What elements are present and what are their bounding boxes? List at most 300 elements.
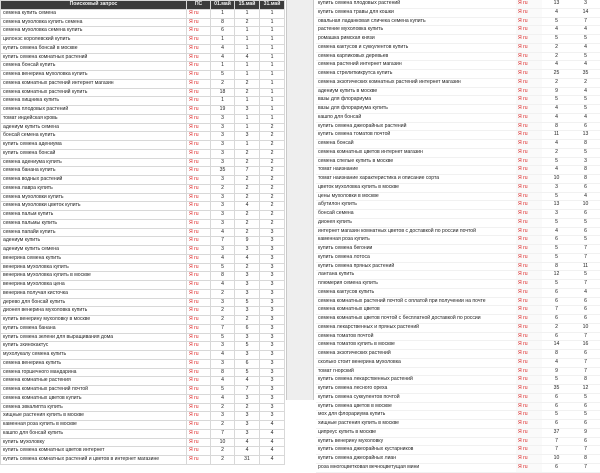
- position-cell[interactable]: 25: [542, 70, 571, 79]
- table-row[interactable]: [1, 386, 285, 395]
- position-cell[interactable]: 8: [211, 368, 235, 377]
- position-cell[interactable]: 31: [235, 456, 260, 465]
- position-cell[interactable]: 7: [211, 237, 235, 246]
- table-row[interactable]: [316, 455, 600, 464]
- position-cell[interactable]: 2: [211, 289, 235, 298]
- table-row[interactable]: [316, 420, 600, 429]
- position-cell[interactable]: 2: [235, 18, 260, 27]
- table-row[interactable]: [316, 437, 600, 446]
- query-cell[interactable]: адениум купить семена: [1, 123, 187, 132]
- position-cell[interactable]: 3: [260, 272, 285, 281]
- position-cell[interactable]: 5: [571, 218, 600, 227]
- position-cell[interactable]: 1: [211, 62, 235, 71]
- position-cell[interactable]: 8: [571, 455, 600, 464]
- engine-cell[interactable]: Я ru: [516, 210, 542, 219]
- table-row[interactable]: [1, 316, 285, 325]
- engine-cell[interactable]: Я ru: [187, 79, 211, 88]
- position-cell[interactable]: 5: [542, 96, 571, 105]
- query-cell[interactable]: вазы для флорариума купить: [316, 105, 516, 114]
- query-cell[interactable]: купить семена лесного ореха: [316, 385, 516, 394]
- position-cell[interactable]: 5: [235, 368, 260, 377]
- position-cell[interactable]: 2: [235, 403, 260, 412]
- position-cell[interactable]: 5: [542, 35, 571, 44]
- table-row[interactable]: [1, 342, 285, 351]
- query-cell[interactable]: абутилон купить: [316, 201, 516, 210]
- position-cell[interactable]: 5: [542, 192, 571, 201]
- position-cell[interactable]: 3: [211, 132, 235, 141]
- position-cell[interactable]: 2: [235, 211, 260, 220]
- engine-cell[interactable]: Я ru: [516, 446, 542, 455]
- table-row[interactable]: [1, 447, 285, 456]
- position-cell[interactable]: 2: [542, 52, 571, 61]
- table-row[interactable]: [1, 62, 285, 71]
- position-cell[interactable]: 4: [571, 192, 600, 201]
- position-cell[interactable]: 2: [211, 316, 235, 325]
- query-cell[interactable]: овальная ладанковая сличека семена купить: [316, 17, 516, 26]
- query-cell[interactable]: купить семена лотоса: [316, 253, 516, 262]
- query-cell[interactable]: семена комнатных цветов интернет магазин: [316, 148, 516, 157]
- engine-cell[interactable]: Я ru: [516, 385, 542, 394]
- query-cell[interactable]: купить семена лекарственных растений: [316, 376, 516, 385]
- engine-cell[interactable]: Я ru: [516, 350, 542, 359]
- position-cell[interactable]: 3: [211, 141, 235, 150]
- position-cell[interactable]: 10: [211, 438, 235, 447]
- position-cell[interactable]: 3: [211, 193, 235, 202]
- position-cell[interactable]: 6: [542, 463, 571, 472]
- query-cell[interactable]: семена экзотических комнатных растений интернет магазин: [316, 78, 516, 87]
- table-row[interactable]: [1, 368, 285, 377]
- table-row[interactable]: [316, 236, 600, 245]
- query-cell[interactable]: купить семена банана: [1, 324, 187, 333]
- position-cell[interactable]: 7: [542, 437, 571, 446]
- engine-cell[interactable]: Я ru: [516, 437, 542, 446]
- query-cell[interactable]: семена мухоловки купить: [1, 193, 187, 202]
- position-cell[interactable]: 2: [260, 202, 285, 211]
- position-cell[interactable]: 1: [235, 62, 260, 71]
- table-row[interactable]: [316, 131, 600, 140]
- position-cell[interactable]: 5: [211, 333, 235, 342]
- position-cell[interactable]: 3: [542, 183, 571, 192]
- table-row[interactable]: [316, 411, 600, 420]
- engine-cell[interactable]: Я ru: [187, 281, 211, 290]
- query-cell[interactable]: семена плодовых растений: [1, 106, 187, 115]
- table-row[interactable]: [1, 281, 285, 290]
- query-cell[interactable]: семена мухоловка купить семена: [1, 18, 187, 27]
- position-cell[interactable]: 4: [211, 254, 235, 263]
- table-row[interactable]: [316, 157, 600, 166]
- table-row[interactable]: [1, 184, 285, 193]
- position-cell[interactable]: 2: [260, 176, 285, 185]
- engine-cell[interactable]: Я ru: [516, 70, 542, 79]
- position-cell[interactable]: 3: [235, 307, 260, 316]
- table-row[interactable]: [1, 254, 285, 263]
- position-cell[interactable]: 3: [260, 342, 285, 351]
- table-row[interactable]: [316, 210, 600, 219]
- position-cell[interactable]: 1: [260, 114, 285, 123]
- position-cell[interactable]: 4: [211, 281, 235, 290]
- engine-cell[interactable]: Я ru: [516, 105, 542, 114]
- position-cell[interactable]: 9: [235, 237, 260, 246]
- query-cell[interactable]: ромашка римская князи: [316, 35, 516, 44]
- position-cell[interactable]: 3: [260, 403, 285, 412]
- engine-cell[interactable]: Я ru: [516, 78, 542, 87]
- engine-cell[interactable]: Я ru: [187, 307, 211, 316]
- query-cell[interactable]: цилонэс королевский купить: [1, 36, 187, 45]
- position-cell[interactable]: 4: [235, 202, 260, 211]
- position-cell[interactable]: 7: [211, 324, 235, 333]
- position-cell[interactable]: 2: [235, 176, 260, 185]
- query-cell[interactable]: семена стрелиткикрутса купить: [316, 70, 516, 79]
- position-cell[interactable]: 5: [571, 52, 600, 61]
- engine-cell[interactable]: Я ru: [516, 61, 542, 70]
- engine-cell[interactable]: Я ru: [187, 62, 211, 71]
- position-cell[interactable]: 9: [571, 428, 600, 437]
- position-cell[interactable]: 3: [260, 307, 285, 316]
- engine-cell[interactable]: Я ru: [516, 358, 542, 367]
- table-row[interactable]: [1, 219, 285, 228]
- position-cell[interactable]: 3: [260, 412, 285, 421]
- position-cell[interactable]: 5: [571, 96, 600, 105]
- table-row[interactable]: [1, 272, 285, 281]
- position-cell[interactable]: 3: [260, 246, 285, 255]
- table-row[interactable]: [1, 351, 285, 360]
- position-cell[interactable]: 4: [260, 421, 285, 430]
- query-cell[interactable]: вазы для флорариума: [316, 96, 516, 105]
- engine-cell[interactable]: Я ru: [516, 131, 542, 140]
- position-cell[interactable]: 4: [260, 438, 285, 447]
- position-cell[interactable]: 4: [542, 113, 571, 122]
- table-row[interactable]: [1, 456, 285, 465]
- position-cell[interactable]: 6: [542, 236, 571, 245]
- position-cell[interactable]: 16: [571, 341, 600, 350]
- engine-cell[interactable]: Я ru: [187, 324, 211, 333]
- table-row[interactable]: [1, 114, 285, 123]
- table-row[interactable]: [316, 332, 600, 341]
- query-cell[interactable]: семена венерина мухоловка купить: [1, 71, 187, 80]
- engine-cell[interactable]: Я ru: [516, 43, 542, 52]
- query-cell[interactable]: дерево для бонсай купить: [1, 298, 187, 307]
- query-cell[interactable]: купить семена цветов в москве: [316, 402, 516, 411]
- engine-cell[interactable]: Я ru: [187, 9, 211, 18]
- position-cell[interactable]: 3: [211, 123, 235, 132]
- engine-cell[interactable]: Я ru: [187, 456, 211, 465]
- query-cell[interactable]: купить семена плодовых растений: [316, 0, 516, 8]
- position-cell[interactable]: 10: [542, 175, 571, 184]
- query-cell[interactable]: томат наизнание: [316, 166, 516, 175]
- table-row[interactable]: [316, 70, 600, 79]
- position-cell[interactable]: 2: [211, 79, 235, 88]
- engine-cell[interactable]: Я ru: [187, 132, 211, 141]
- position-cell[interactable]: 2: [235, 88, 260, 97]
- query-cell[interactable]: семена папайи купить: [1, 228, 187, 237]
- table-row[interactable]: [316, 463, 600, 472]
- engine-cell[interactable]: Я ru: [187, 333, 211, 342]
- position-cell[interactable]: 3: [260, 386, 285, 395]
- position-cell[interactable]: 7: [211, 429, 235, 438]
- query-cell[interactable]: адениум купить: [1, 237, 187, 246]
- engine-cell[interactable]: Я ru: [187, 342, 211, 351]
- table-row[interactable]: [1, 228, 285, 237]
- engine-cell[interactable]: Я ru: [187, 158, 211, 167]
- position-cell[interactable]: 4: [571, 87, 600, 96]
- table-row[interactable]: [1, 44, 285, 53]
- table-row[interactable]: [316, 280, 600, 289]
- engine-cell[interactable]: Я ru: [516, 411, 542, 420]
- engine-cell[interactable]: Я ru: [187, 386, 211, 395]
- position-cell[interactable]: 2: [260, 141, 285, 150]
- position-cell[interactable]: 3: [211, 149, 235, 158]
- query-cell[interactable]: купить семена зелени для выращивания дома: [1, 333, 187, 342]
- position-cell[interactable]: 10: [542, 455, 571, 464]
- position-cell[interactable]: 7: [571, 367, 600, 376]
- position-cell[interactable]: 8: [211, 272, 235, 281]
- query-cell[interactable]: бонсай семена: [316, 210, 516, 219]
- position-cell[interactable]: 4: [542, 26, 571, 35]
- table-row[interactable]: [1, 27, 285, 36]
- query-cell[interactable]: купить венерину мухоловку: [316, 437, 516, 446]
- position-cell[interactable]: 3: [260, 359, 285, 368]
- position-cell[interactable]: 6: [571, 437, 600, 446]
- query-cell[interactable]: семена бонсай купить: [1, 62, 187, 71]
- position-cell[interactable]: 8: [571, 376, 600, 385]
- position-cell[interactable]: 4: [571, 113, 600, 122]
- position-cell[interactable]: 4: [211, 44, 235, 53]
- position-cell[interactable]: 8: [542, 262, 571, 271]
- table-row[interactable]: [1, 9, 285, 18]
- position-cell[interactable]: 3: [211, 114, 235, 123]
- engine-cell[interactable]: Я ru: [187, 167, 211, 176]
- engine-cell[interactable]: Я ru: [516, 227, 542, 236]
- position-cell[interactable]: 1: [260, 18, 285, 27]
- query-cell[interactable]: семена комнатных цветов почтой с бесплатной доставкой по россии: [316, 315, 516, 324]
- position-cell[interactable]: 4: [211, 377, 235, 386]
- table-row[interactable]: [1, 141, 285, 150]
- table-row[interactable]: [1, 438, 285, 447]
- position-cell[interactable]: 3: [542, 210, 571, 219]
- position-cell[interactable]: 4: [211, 228, 235, 237]
- position-cell[interactable]: 3: [235, 333, 260, 342]
- position-cell[interactable]: 3: [211, 246, 235, 255]
- engine-cell[interactable]: Я ru: [516, 306, 542, 315]
- engine-cell[interactable]: Я ru: [187, 429, 211, 438]
- query-cell[interactable]: купить семена комнатных растений и цветов в интернет магазине: [1, 456, 187, 465]
- engine-cell[interactable]: Я ru: [187, 289, 211, 298]
- query-cell[interactable]: семена пальмы купить: [1, 219, 187, 228]
- engine-cell[interactable]: Я ru: [187, 44, 211, 53]
- engine-cell[interactable]: Я ru: [516, 341, 542, 350]
- table-row[interactable]: [1, 36, 285, 45]
- query-cell[interactable]: купить семена комнатных растений: [1, 53, 187, 62]
- query-cell[interactable]: купить семена бонсай: [1, 149, 187, 158]
- table-row[interactable]: [316, 166, 600, 175]
- position-cell[interactable]: 6: [542, 402, 571, 411]
- position-cell[interactable]: 7: [571, 245, 600, 254]
- query-cell[interactable]: купить семена томатов почтой: [316, 131, 516, 140]
- header-query[interactable]: Поисковый запрос: [1, 1, 187, 10]
- table-row[interactable]: [1, 237, 285, 246]
- query-cell[interactable]: купить семена суккулентов почтой: [316, 393, 516, 402]
- query-cell[interactable]: роза многоцветковая вечноцветущая мини: [316, 463, 516, 472]
- table-row[interactable]: [316, 8, 600, 17]
- query-cell[interactable]: семена комнатных цветов купить: [1, 394, 187, 403]
- table-row[interactable]: [316, 350, 600, 359]
- table-row[interactable]: [1, 359, 285, 368]
- position-cell[interactable]: 3: [211, 176, 235, 185]
- engine-cell[interactable]: Я ru: [516, 253, 542, 262]
- position-cell[interactable]: 6: [571, 420, 600, 429]
- query-cell[interactable]: семена хищника купить: [1, 97, 187, 106]
- engine-cell[interactable]: Я ru: [187, 27, 211, 36]
- position-cell[interactable]: 2: [260, 193, 285, 202]
- position-cell[interactable]: 1: [211, 9, 235, 18]
- table-row[interactable]: [316, 201, 600, 210]
- position-cell[interactable]: 5: [235, 342, 260, 351]
- position-cell[interactable]: 5: [571, 411, 600, 420]
- position-cell[interactable]: 5: [542, 411, 571, 420]
- position-cell[interactable]: 6: [571, 297, 600, 306]
- position-cell[interactable]: 5: [211, 386, 235, 395]
- engine-cell[interactable]: Я ru: [516, 96, 542, 105]
- table-row[interactable]: [316, 61, 600, 70]
- position-cell[interactable]: 7: [571, 17, 600, 26]
- position-cell[interactable]: 3: [211, 158, 235, 167]
- position-cell[interactable]: 7: [235, 386, 260, 395]
- query-cell[interactable]: купить семена адениума: [1, 141, 187, 150]
- query-cell[interactable]: семена спелые купить в москве: [316, 157, 516, 166]
- engine-cell[interactable]: Я ru: [187, 359, 211, 368]
- query-cell[interactable]: семена томатов почтой: [316, 332, 516, 341]
- position-cell[interactable]: 2: [235, 263, 260, 272]
- position-cell[interactable]: 3: [260, 254, 285, 263]
- engine-cell[interactable]: Я ru: [187, 193, 211, 202]
- position-cell[interactable]: 4: [235, 254, 260, 263]
- engine-cell[interactable]: Я ru: [187, 36, 211, 45]
- engine-cell[interactable]: Я ru: [516, 367, 542, 376]
- engine-cell[interactable]: Я ru: [516, 323, 542, 332]
- engine-cell[interactable]: Я ru: [187, 272, 211, 281]
- position-cell[interactable]: 2: [542, 323, 571, 332]
- position-cell[interactable]: 4: [235, 438, 260, 447]
- position-cell[interactable]: 2: [571, 78, 600, 87]
- query-cell[interactable]: растение мухоловка купить: [316, 26, 516, 35]
- table-row[interactable]: [316, 358, 600, 367]
- query-cell[interactable]: томат наизнание характеристика и описание сорта: [316, 175, 516, 184]
- engine-cell[interactable]: Я ru: [516, 262, 542, 271]
- table-row[interactable]: [316, 218, 600, 227]
- query-cell[interactable]: купить семена бегонии: [316, 245, 516, 254]
- table-row[interactable]: [1, 202, 285, 211]
- position-cell[interactable]: 4: [571, 26, 600, 35]
- header-date-3[interactable]: 31.май: [260, 1, 285, 10]
- position-cell[interactable]: 8: [571, 166, 600, 175]
- header-engine[interactable]: ПС: [187, 1, 211, 10]
- engine-cell[interactable]: Я ru: [187, 71, 211, 80]
- table-row[interactable]: [1, 132, 285, 141]
- position-cell[interactable]: 13: [542, 0, 571, 8]
- position-cell[interactable]: 8: [571, 140, 600, 149]
- query-cell[interactable]: купить семена джеорайных растений: [316, 122, 516, 131]
- table-row[interactable]: [316, 323, 600, 332]
- position-cell[interactable]: 1: [260, 71, 285, 80]
- engine-cell[interactable]: Я ru: [516, 140, 542, 149]
- engine-cell[interactable]: Я ru: [187, 316, 211, 325]
- position-cell[interactable]: 2: [235, 193, 260, 202]
- position-cell[interactable]: 1: [260, 36, 285, 45]
- position-cell[interactable]: 11: [571, 262, 600, 271]
- position-cell[interactable]: 2: [260, 132, 285, 141]
- engine-cell[interactable]: Я ru: [516, 113, 542, 122]
- position-cell[interactable]: 13: [542, 201, 571, 210]
- query-cell[interactable]: семена комнатных растений купить: [1, 88, 187, 97]
- query-cell[interactable]: каменная роза купить: [316, 236, 516, 245]
- position-cell[interactable]: 3: [260, 377, 285, 386]
- position-cell[interactable]: 6: [542, 420, 571, 429]
- position-cell[interactable]: 1: [235, 71, 260, 80]
- query-cell[interactable]: купить семена комнатных цветов интернет: [1, 447, 187, 456]
- engine-cell[interactable]: Я ru: [516, 175, 542, 184]
- position-cell[interactable]: 5: [571, 148, 600, 157]
- position-cell[interactable]: 7: [571, 463, 600, 472]
- position-cell[interactable]: 3: [235, 394, 260, 403]
- position-cell[interactable]: 2: [542, 78, 571, 87]
- engine-cell[interactable]: Я ru: [516, 192, 542, 201]
- table-row[interactable]: [316, 428, 600, 437]
- position-cell[interactable]: 3: [211, 202, 235, 211]
- query-cell[interactable]: интернет магазин комнатных цветов с доставкой по россии почтой: [316, 227, 516, 236]
- table-row[interactable]: [1, 246, 285, 255]
- position-cell[interactable]: 12: [571, 385, 600, 394]
- query-cell[interactable]: бонсай семена купить: [1, 132, 187, 141]
- table-row[interactable]: [316, 367, 600, 376]
- position-cell[interactable]: 9: [542, 367, 571, 376]
- table-row[interactable]: [316, 262, 600, 271]
- engine-cell[interactable]: Я ru: [187, 88, 211, 97]
- engine-cell[interactable]: Я ru: [516, 148, 542, 157]
- position-cell[interactable]: 13: [571, 131, 600, 140]
- position-cell[interactable]: 2: [260, 211, 285, 220]
- position-cell[interactable]: 3: [211, 412, 235, 421]
- query-cell[interactable]: томат индейская кровь: [1, 114, 187, 123]
- query-cell[interactable]: венерина мухоловка купить: [1, 263, 187, 272]
- table-row[interactable]: [316, 96, 600, 105]
- position-cell[interactable]: 14: [571, 8, 600, 17]
- position-cell[interactable]: 5: [542, 280, 571, 289]
- query-cell[interactable]: дионея купить: [316, 218, 516, 227]
- table-row[interactable]: [1, 149, 285, 158]
- table-row[interactable]: [1, 71, 285, 80]
- position-cell[interactable]: 2: [235, 79, 260, 88]
- table-row[interactable]: [1, 106, 285, 115]
- position-cell[interactable]: 6: [542, 393, 571, 402]
- table-row[interactable]: [316, 78, 600, 87]
- position-cell[interactable]: 1: [235, 44, 260, 53]
- position-cell[interactable]: 5: [571, 105, 600, 114]
- query-cell[interactable]: купить семена бонсай в москве: [1, 44, 187, 53]
- table-row[interactable]: [1, 88, 285, 97]
- table-row[interactable]: [1, 18, 285, 27]
- position-cell[interactable]: 3: [235, 272, 260, 281]
- position-cell[interactable]: 6: [542, 297, 571, 306]
- query-cell[interactable]: семена банана купить: [1, 167, 187, 176]
- query-cell[interactable]: купить семена пряных растений: [316, 262, 516, 271]
- position-cell[interactable]: 35: [571, 70, 600, 79]
- position-cell[interactable]: 10: [571, 201, 600, 210]
- position-cell[interactable]: 1: [260, 9, 285, 18]
- engine-cell[interactable]: Я ru: [516, 157, 542, 166]
- query-cell[interactable]: купить мухоловку: [1, 438, 187, 447]
- table-row[interactable]: [316, 315, 600, 324]
- query-cell[interactable]: семена комнатных растений почтой: [1, 386, 187, 395]
